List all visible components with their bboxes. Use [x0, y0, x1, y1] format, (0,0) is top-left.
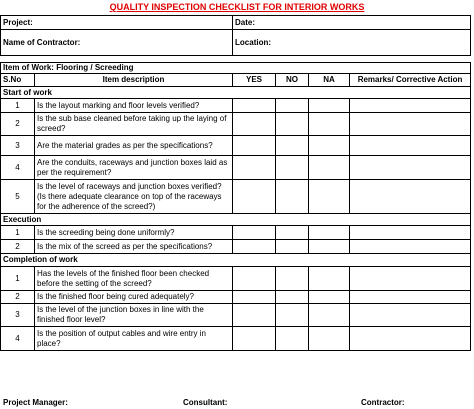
checklist-table — [0, 15, 471, 351]
col-yes: YES — [233, 74, 276, 87]
row-description: Is the layout marking and floor levels verified? — [35, 99, 233, 113]
row-number: 2 — [1, 291, 35, 304]
contractor-label: Contractor: — [361, 398, 405, 407]
na-cell[interactable] — [309, 327, 350, 351]
remarks-cell[interactable] — [350, 156, 471, 180]
row-description: Are the material grades as per the specifications? — [35, 136, 233, 156]
no-cell[interactable] — [276, 113, 309, 136]
row-number: 4 — [1, 156, 35, 180]
consultant-signature — [183, 398, 227, 407]
na-cell[interactable] — [309, 99, 350, 113]
contractor-signature — [361, 398, 405, 407]
remarks-cell[interactable] — [350, 180, 471, 214]
no-cell[interactable] — [276, 304, 309, 327]
col-sno: S.No — [1, 74, 35, 87]
spacer-row — [1, 56, 471, 63]
date-label: Date: — [233, 16, 471, 30]
col-na: NA — [309, 74, 350, 87]
na-cell[interactable] — [309, 136, 350, 156]
no-cell[interactable] — [276, 240, 309, 254]
table-row — [1, 240, 471, 254]
project-manager-signature — [3, 398, 68, 407]
no-cell[interactable] — [276, 226, 309, 240]
table-row — [1, 180, 471, 214]
na-cell[interactable] — [309, 156, 350, 180]
yes-cell[interactable] — [233, 136, 276, 156]
na-cell[interactable] — [309, 226, 350, 240]
col-no: NO — [276, 74, 309, 87]
project-label: Project: — [1, 16, 233, 30]
table-row — [1, 113, 471, 136]
remarks-cell[interactable] — [350, 327, 471, 351]
contractor-name-label: Name of Contractor: — [1, 30, 233, 56]
location-label: Location: — [233, 30, 471, 56]
section-completion — [1, 254, 471, 267]
remarks-cell[interactable] — [350, 267, 471, 291]
table-row — [1, 156, 471, 180]
page-title: QUALITY INSPECTION CHECKLIST FOR INTERIOR WORKS — [109, 2, 365, 12]
yes-cell[interactable] — [233, 304, 276, 327]
row-description: Are the conduits, raceways and junction boxes laid as per the requirement? — [35, 156, 233, 180]
yes-cell[interactable] — [233, 267, 276, 291]
remarks-cell[interactable] — [350, 99, 471, 113]
section-execution — [1, 214, 471, 226]
remarks-cell[interactable] — [350, 291, 471, 304]
row-number: 3 — [1, 304, 35, 327]
table-row — [1, 327, 471, 351]
no-cell[interactable] — [276, 99, 309, 113]
column-header-row — [1, 74, 471, 87]
yes-cell[interactable] — [233, 156, 276, 180]
col-remarks: Remarks/ Corrective Action — [350, 74, 471, 87]
row-number: 2 — [1, 113, 35, 136]
na-cell[interactable] — [309, 291, 350, 304]
na-cell[interactable] — [309, 240, 350, 254]
na-cell[interactable] — [309, 113, 350, 136]
yes-cell[interactable] — [233, 291, 276, 304]
na-cell[interactable] — [309, 180, 350, 214]
no-cell[interactable] — [276, 327, 309, 351]
remarks-cell[interactable] — [350, 226, 471, 240]
yes-cell[interactable] — [233, 180, 276, 214]
row-description: Is the level of raceways and junction boxes verified? (Is there adequate clearance on top of the raceways for the adherence of the screed?) — [35, 180, 233, 214]
row-number: 4 — [1, 327, 35, 351]
remarks-cell[interactable] — [350, 304, 471, 327]
na-cell[interactable] — [309, 267, 350, 291]
row-description: Is the sub base cleaned before taking up the laying of screed? — [35, 113, 233, 136]
section-title: Completion of work — [1, 254, 471, 267]
row-number: 3 — [1, 136, 35, 156]
no-cell[interactable] — [276, 156, 309, 180]
consultant-label: Consultant: — [183, 398, 228, 407]
row-number: 1 — [1, 267, 35, 291]
row-number: 1 — [1, 99, 35, 113]
yes-cell[interactable] — [233, 240, 276, 254]
item-of-work-label: Item of Work: Flooring / Screeding — [1, 63, 471, 74]
table-row — [1, 291, 471, 304]
project-row — [1, 16, 471, 30]
remarks-cell[interactable] — [350, 136, 471, 156]
row-description: Is the mix of the screed as per the specifications? — [35, 240, 233, 254]
no-cell[interactable] — [276, 180, 309, 214]
signature-footer — [0, 398, 474, 408]
project-manager-label: Project Manager: — [3, 398, 68, 407]
section-start — [1, 87, 471, 99]
no-cell[interactable] — [276, 291, 309, 304]
table-row — [1, 304, 471, 327]
col-item: Item description — [35, 74, 233, 87]
row-description: Is the finished floor being cured adequately? — [35, 291, 233, 304]
contractor-row — [1, 30, 471, 56]
row-description: Has the levels of the finished floor been checked before the setting of the screed? — [35, 267, 233, 291]
no-cell[interactable] — [276, 136, 309, 156]
table-row — [1, 99, 471, 113]
section-title: Execution — [1, 214, 471, 226]
yes-cell[interactable] — [233, 327, 276, 351]
row-description: Is the screeding being done uniformly? — [35, 226, 233, 240]
item-of-work-row — [1, 63, 471, 74]
row-number: 5 — [1, 180, 35, 214]
remarks-cell[interactable] — [350, 240, 471, 254]
no-cell[interactable] — [276, 267, 309, 291]
row-description: Is the position of output cables and wire entry in place? — [35, 327, 233, 351]
yes-cell[interactable] — [233, 113, 276, 136]
table-row — [1, 267, 471, 291]
row-number: 2 — [1, 240, 35, 254]
yes-cell[interactable] — [233, 99, 276, 113]
row-number: 1 — [1, 226, 35, 240]
table-row — [1, 136, 471, 156]
na-cell[interactable] — [309, 304, 350, 327]
yes-cell[interactable] — [233, 226, 276, 240]
row-description: Is the level of the junction boxes in line with the finished floor level? — [35, 304, 233, 327]
table-row — [1, 226, 471, 240]
section-title: Start of work — [1, 87, 471, 99]
remarks-cell[interactable] — [350, 113, 471, 136]
